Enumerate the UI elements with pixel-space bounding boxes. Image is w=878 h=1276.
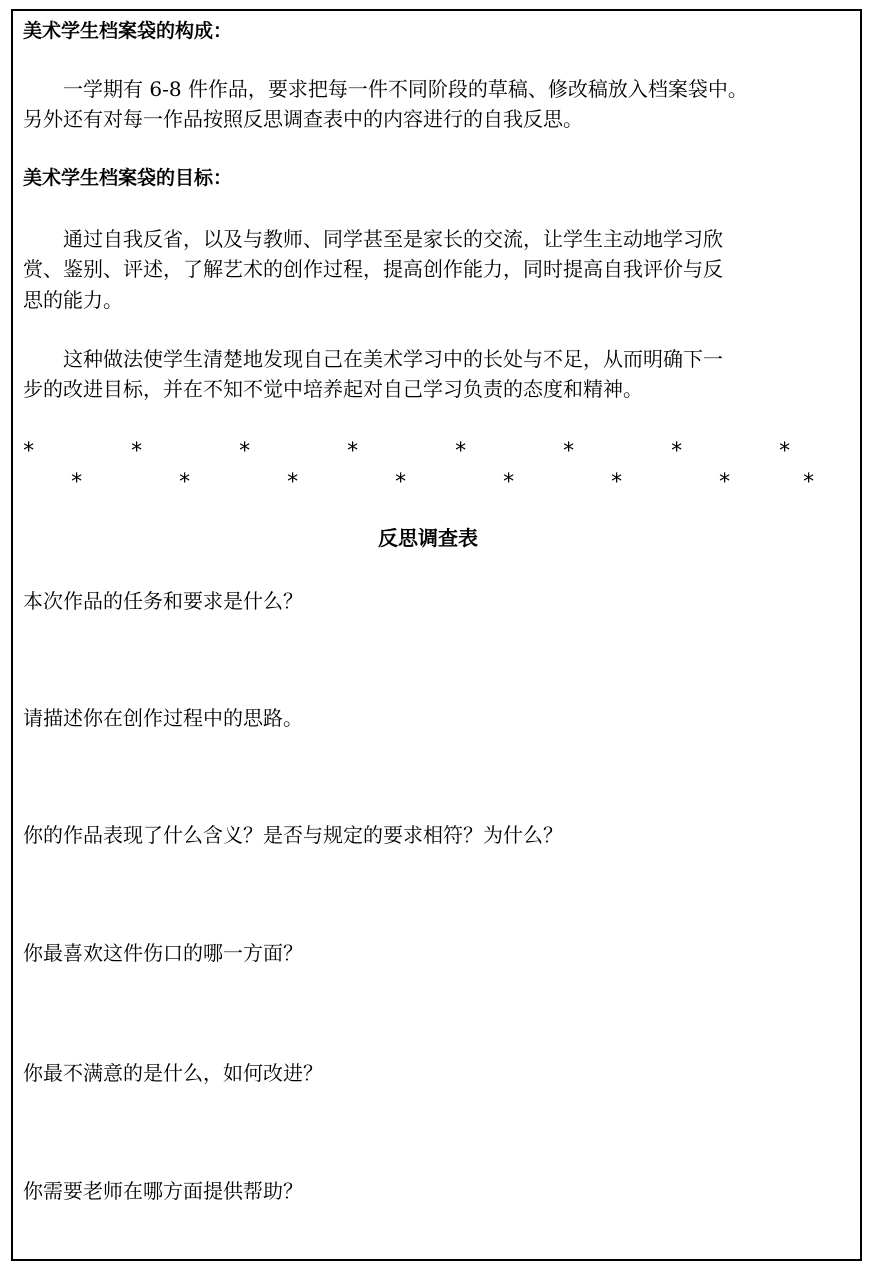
- separator-star: *: [286, 470, 300, 495]
- separator-star: *: [610, 470, 624, 495]
- benefit-paragraph-line-2: 步的改进目标，并在不知不觉中培养起对自己学习负责的态度和精神。: [23, 377, 643, 401]
- separator-star: *: [718, 470, 732, 495]
- goal-paragraph-line-3: 思的能力。: [23, 288, 123, 312]
- separator-star: *: [454, 439, 468, 464]
- goal-paragraph-line-2: 赏、鉴别、评述，了解艺术的创作过程，提高创作能力，同时提高自我评价与反: [23, 257, 723, 281]
- separator-star: *: [670, 439, 684, 464]
- reflection-form-title: 反思调查表: [378, 526, 478, 550]
- separator-star: *: [502, 470, 516, 495]
- question-favorite-aspect: 你最喜欢这件伤口的哪一方面？: [23, 941, 303, 965]
- question-meaning: 你的作品表现了什么含义？是否与规定的要求相符？为什么？: [23, 823, 563, 847]
- composition-heading: 美术学生档案袋的构成：: [23, 20, 233, 42]
- separator-star: *: [562, 439, 576, 464]
- separator-star: *: [778, 439, 792, 464]
- composition-paragraph-line-1: 一学期有 6-8 件作品，要求把每一件不同阶段的草稿、修改稿放入档案袋中。: [23, 77, 748, 101]
- separator-star: *: [178, 470, 192, 495]
- separator-star: *: [238, 439, 252, 464]
- question-creative-process: 请描述你在创作过程中的思路。: [23, 706, 303, 730]
- benefit-paragraph-line-1: 这种做法使学生清楚地发现自己在美术学习中的长处与不足，从而明确下一: [23, 347, 723, 371]
- question-improvement: 你最不满意的是什么，如何改进？: [23, 1061, 323, 1085]
- question-task-requirements: 本次作品的任务和要求是什么？: [23, 589, 303, 613]
- composition-paragraph-line-2: 另外还有对每一作品按照反思调查表中的内容进行的自我反思。: [23, 107, 583, 131]
- separator-star: *: [394, 470, 408, 495]
- question-help-needed: 你需要老师在哪方面提供帮助？: [23, 1179, 303, 1203]
- separator-star: *: [130, 439, 144, 464]
- separator-star: *: [802, 470, 816, 495]
- separator-star: *: [22, 439, 36, 464]
- goal-heading: 美术学生档案袋的目标：: [23, 167, 233, 189]
- separator-star: *: [70, 470, 84, 495]
- goal-paragraph-line-1: 通过自我反省，以及与教师、同学甚至是家长的交流，让学生主动地学习欣: [23, 227, 723, 251]
- separator-star: *: [346, 439, 360, 464]
